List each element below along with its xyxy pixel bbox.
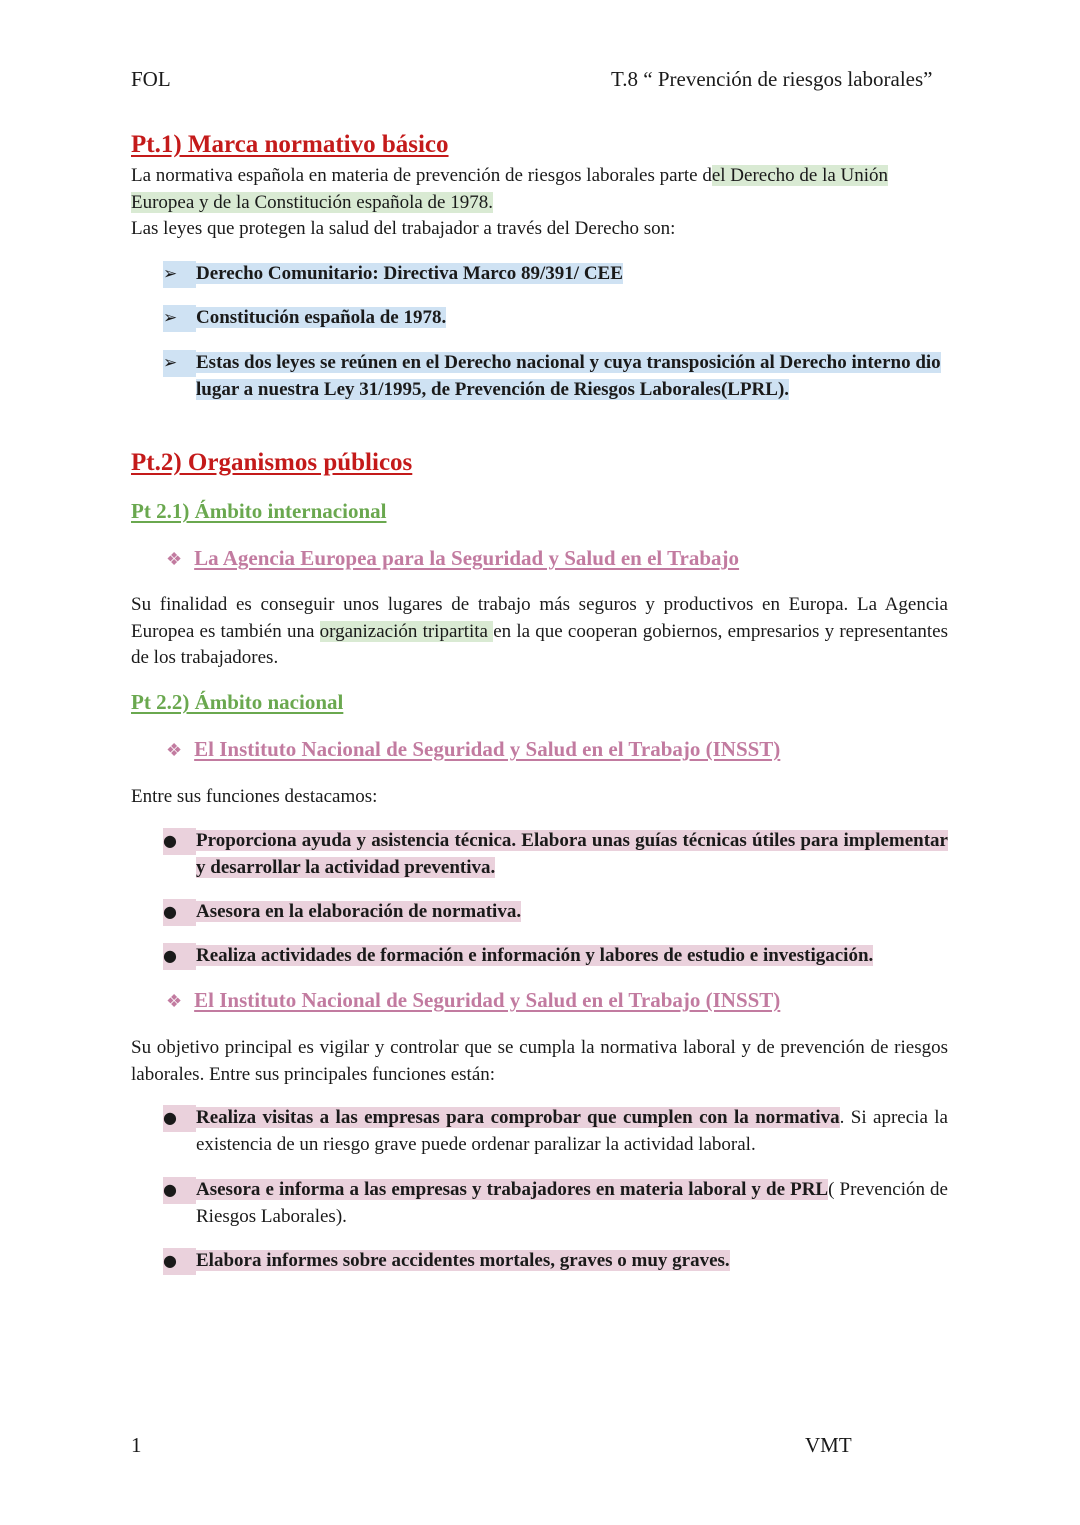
sub1-desc-highlight: organización tripartita: [319, 620, 494, 642]
org2-function-bold: Elabora informes sobre accidentes mortales, graves o muy graves.: [196, 1250, 730, 1271]
arrow-icon: ➢: [163, 350, 196, 377]
sub2-title: Pt 2.2) Ámbito nacional: [131, 690, 344, 714]
section1-intro-plain: La normativa española en materia de prevención de riesgos laborales parte d: [131, 165, 712, 186]
sub1-description: [131, 592, 948, 672]
arrow-icon: ➢: [163, 261, 196, 288]
org2-function-bold: Asesora e informa a las empresas y trabajadores en materia laboral y de PRL: [196, 1179, 829, 1200]
section1-item: [163, 305, 948, 332]
org1-function-item: [163, 828, 948, 881]
section1-intro2: Las leyes que protegen la salud del trabajador a través del Derecho son:: [131, 218, 676, 239]
section2-title: Pt.2) Organismos públicos: [131, 449, 413, 476]
header-left: FOL: [131, 67, 171, 91]
arrow-icon: ➢: [163, 305, 196, 332]
bullet-icon: ●: [163, 899, 196, 926]
diamond-icon: ❖: [166, 740, 183, 760]
bullet-icon: ●: [163, 1248, 196, 1275]
section1-item: [163, 350, 953, 403]
sub2-org2-intro: Su objetivo principal es vigilar y controlar que se cumpla la normativa laboral y de prevención de riesgos laborales. Entre sus principales funciones están:: [131, 1037, 948, 1085]
footer-page-number: 1: [131, 1433, 142, 1457]
org2-function-rest: . Si aprecia la existencia de un riesgo grave puede ordenar paralizar la actividad laboral.: [196, 1107, 948, 1155]
header-right: T.8 “ Prevención de riesgos laborales”: [611, 67, 933, 91]
sub2-org1-line: [166, 737, 780, 762]
org1-function-item: [163, 899, 948, 926]
org2-function-rest: ( Prevención de Riesgos Laborales).: [196, 1179, 948, 1227]
section1-intro-highlight-2: Europea y de la Constitución española de 1978.: [131, 191, 493, 213]
footer-author: VMT: [805, 1433, 852, 1457]
org2-function-bold: Realiza visitas a las empresas para comprobar que cumplen con la normativa: [196, 1107, 840, 1128]
bullet-icon: ●: [163, 943, 196, 970]
sub2-org2: El Instituto Nacional de Seguridad y Salud en el Trabajo (INSST): [194, 988, 781, 1012]
section1-item-text: Estas dos leyes se reúnen en el Derecho nacional y cuya transposición al Derecho interno dio lugar a nuestra Ley 31/1995, de Prevención de Riesgos Laborales(LPRL).: [196, 352, 941, 400]
bullet-icon: ●: [163, 1105, 196, 1132]
sub1-desc-part2: en la que cooperan gobiernos, empresarios y representantes de los trabajadores.: [131, 620, 948, 668]
section1-item-text: Constitución española de 1978.: [196, 307, 447, 328]
org1-function-text: Realiza actividades de formación e información y labores de estudio e investigación.: [196, 945, 874, 966]
sub2-org1-intro: Entre sus funciones destacamos:: [131, 786, 378, 807]
sub1-desc-part1: Su finalidad es conseguir unos lugares de trabajo más seguros y productivos en Europa. La Agencia Europea es también una: [131, 594, 948, 642]
org1-function-text: Asesora en la elaboración de normativa.: [196, 901, 522, 922]
diamond-icon: ❖: [166, 991, 183, 1011]
sub1-org-line: [166, 546, 739, 571]
section1-item: [163, 261, 948, 288]
sub2-org1: El Instituto Nacional de Seguridad y Salud en el Trabajo (INSST): [194, 737, 781, 761]
section1-intro: [131, 163, 948, 243]
sub1-org: La Agencia Europea para la Seguridad y Salud en el Trabajo: [194, 546, 740, 570]
org2-function-item: [163, 1248, 948, 1275]
section1-intro-highlight-1: el Derecho de la Unión: [711, 165, 889, 186]
bullet-icon: ●: [163, 828, 196, 855]
org1-function-text: Proporciona ayuda y asistencia técnica. Elabora unas guías técnicas útiles para implementar y desarrollar la actividad preventiva.: [196, 830, 948, 878]
sub2-org2-line: [166, 988, 780, 1013]
section1-title: Pt.1) Marca normativo básico: [131, 131, 449, 158]
diamond-icon: ❖: [166, 549, 183, 569]
sub1-title: Pt 2.1) Ámbito internacional: [131, 499, 387, 523]
org1-function-item: [163, 943, 948, 970]
bullet-icon: ●: [163, 1177, 196, 1204]
org2-function-item: [163, 1177, 948, 1230]
section1-item-text: Derecho Comunitario: Directiva Marco 89/391/ CEE: [196, 263, 623, 284]
org2-function-item: [163, 1105, 948, 1158]
